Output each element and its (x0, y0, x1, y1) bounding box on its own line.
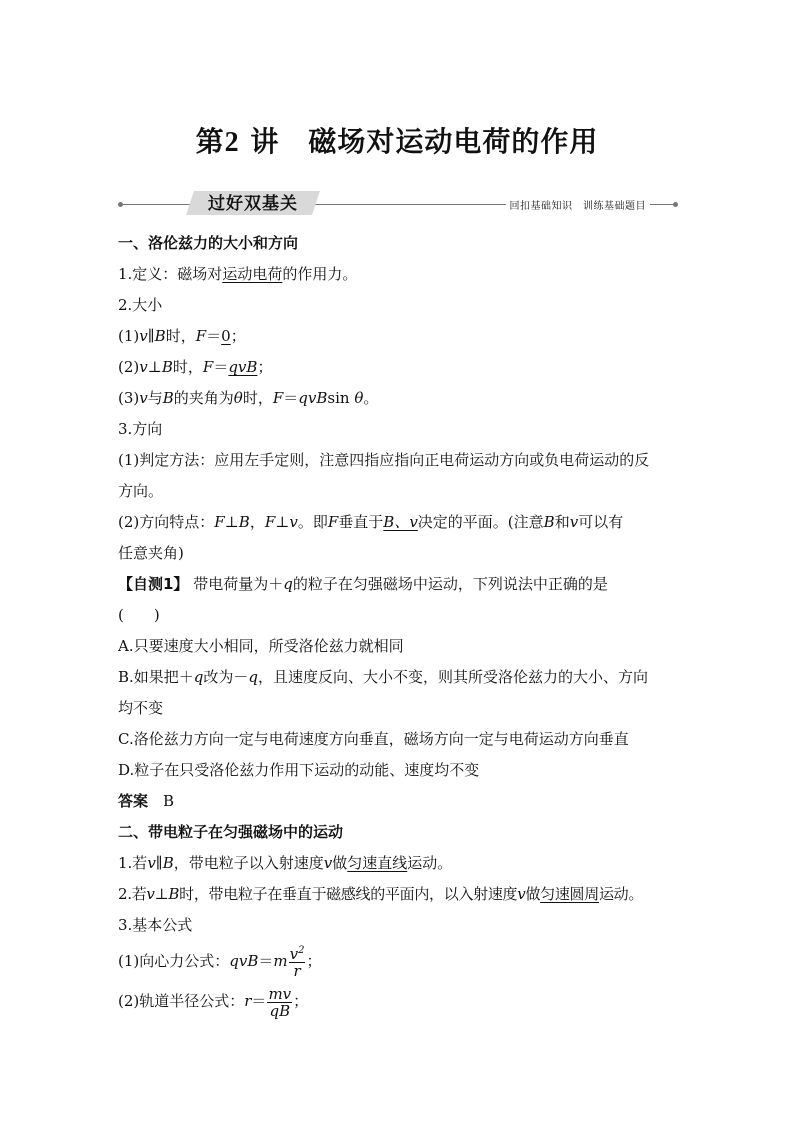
basic-formula-heading: 3.基本公式 (118, 916, 193, 934)
direction-feature-line-2: 任意夹角) (118, 544, 184, 562)
direction-rule-line-2: 方向。 (118, 482, 164, 500)
case-2-line: (2)v⊥B时，F＝qvB； (118, 358, 273, 376)
answer-underline: 0 (221, 327, 231, 345)
section-banner (118, 190, 678, 218)
option-c: C.洛伦兹力方向一定与电荷速度方向垂直，磁场方向一定与电荷运动方向垂直 (118, 730, 629, 748)
case-1-line: (1)v∥B时，F＝0； (118, 327, 246, 345)
fraction-v2-over-r: $\frac{v^2}{r}$ (289, 944, 305, 980)
quiz-label: 【自测1】 (118, 575, 189, 593)
main-content (118, 228, 678, 1021)
direction-heading: 3.方向 (118, 420, 163, 438)
case-3-line: (3)v与B的夹角为θ时，F＝qvBsin θ。 (118, 389, 379, 407)
answer-underline: qvB (228, 358, 258, 376)
option-b: B.如果把＋q改为－q，且速度反向、大小不变，则其所受洛伦兹力的大小、方向 (118, 668, 649, 686)
direction-feature-line-1: (2)方向特点：F⊥B，F⊥v。即F垂直于B、v决定的平面。(注意B和v可以有 (118, 513, 624, 531)
size-heading: 2.大小 (118, 296, 163, 314)
banner-dot-right (673, 202, 678, 207)
direction-rule-line-1: (1)判定方法：应用左手定则，注意四指应指向正电荷运动方向或负电荷运动的反 (118, 451, 650, 469)
centripetal-formula: (1)向心力公式：qvB＝m $\frac{v^2}{r}$ ； (118, 944, 322, 980)
answer-underline: 运动电荷 (222, 265, 283, 283)
section-2-heading: 二、带电粒子在匀强磁场中的运动 (118, 823, 344, 841)
answer-value: B (163, 792, 175, 810)
fraction-mv-over-qb: $\frac{mv}{qB}$ (268, 984, 292, 1020)
title-prefix: 第 (195, 125, 225, 158)
banner-dot-left (118, 202, 123, 207)
answer-underline: 匀速圆周 (540, 885, 599, 903)
quiz-answer-blank: ( ) (118, 606, 160, 624)
answer-label: 答案 (118, 792, 149, 810)
title-text: 讲 磁场对运动电荷的作用 (250, 125, 599, 158)
page-title (0, 120, 794, 160)
banner-right-label: 回扣基础知识 训练基础题目 (506, 197, 651, 212)
option-a: A.只要速度大小相同，所受洛伦兹力就相同 (118, 637, 404, 655)
section-1-heading: 一、洛伦兹力的大小和方向 (118, 234, 299, 252)
answer-line (118, 786, 678, 817)
answer-underline: 匀速直线 (347, 854, 408, 872)
option-d: D.粒子在只受洛伦兹力作用下运动的动能、速度均不变 (118, 761, 480, 779)
radius-formula: (2)轨道半径公式：r＝ $\frac{mv}{qB}$ ； (118, 984, 309, 1020)
motion-case-2: 2.若v⊥B时，带电粒子在垂直于磁感线的平面内，以入射速度v做匀速圆周运动。 (118, 885, 644, 903)
definition-line: 1.定义：磁场对运动电荷的作用力。 (118, 265, 358, 283)
option-b-continued: 均不变 (118, 699, 164, 717)
motion-case-1: 1.若v∥B，带电粒子以入射速度v做匀速直线运动。 (118, 854, 453, 872)
quiz-stem: 【自测1】 带电荷量为＋q的粒子在匀强磁场中运动，下列说法中正确的是 (118, 575, 608, 593)
answer-underline: B、v (383, 513, 418, 531)
banner-tab-label: 过好双基关 (208, 194, 298, 214)
title-number: 2 (224, 127, 240, 158)
